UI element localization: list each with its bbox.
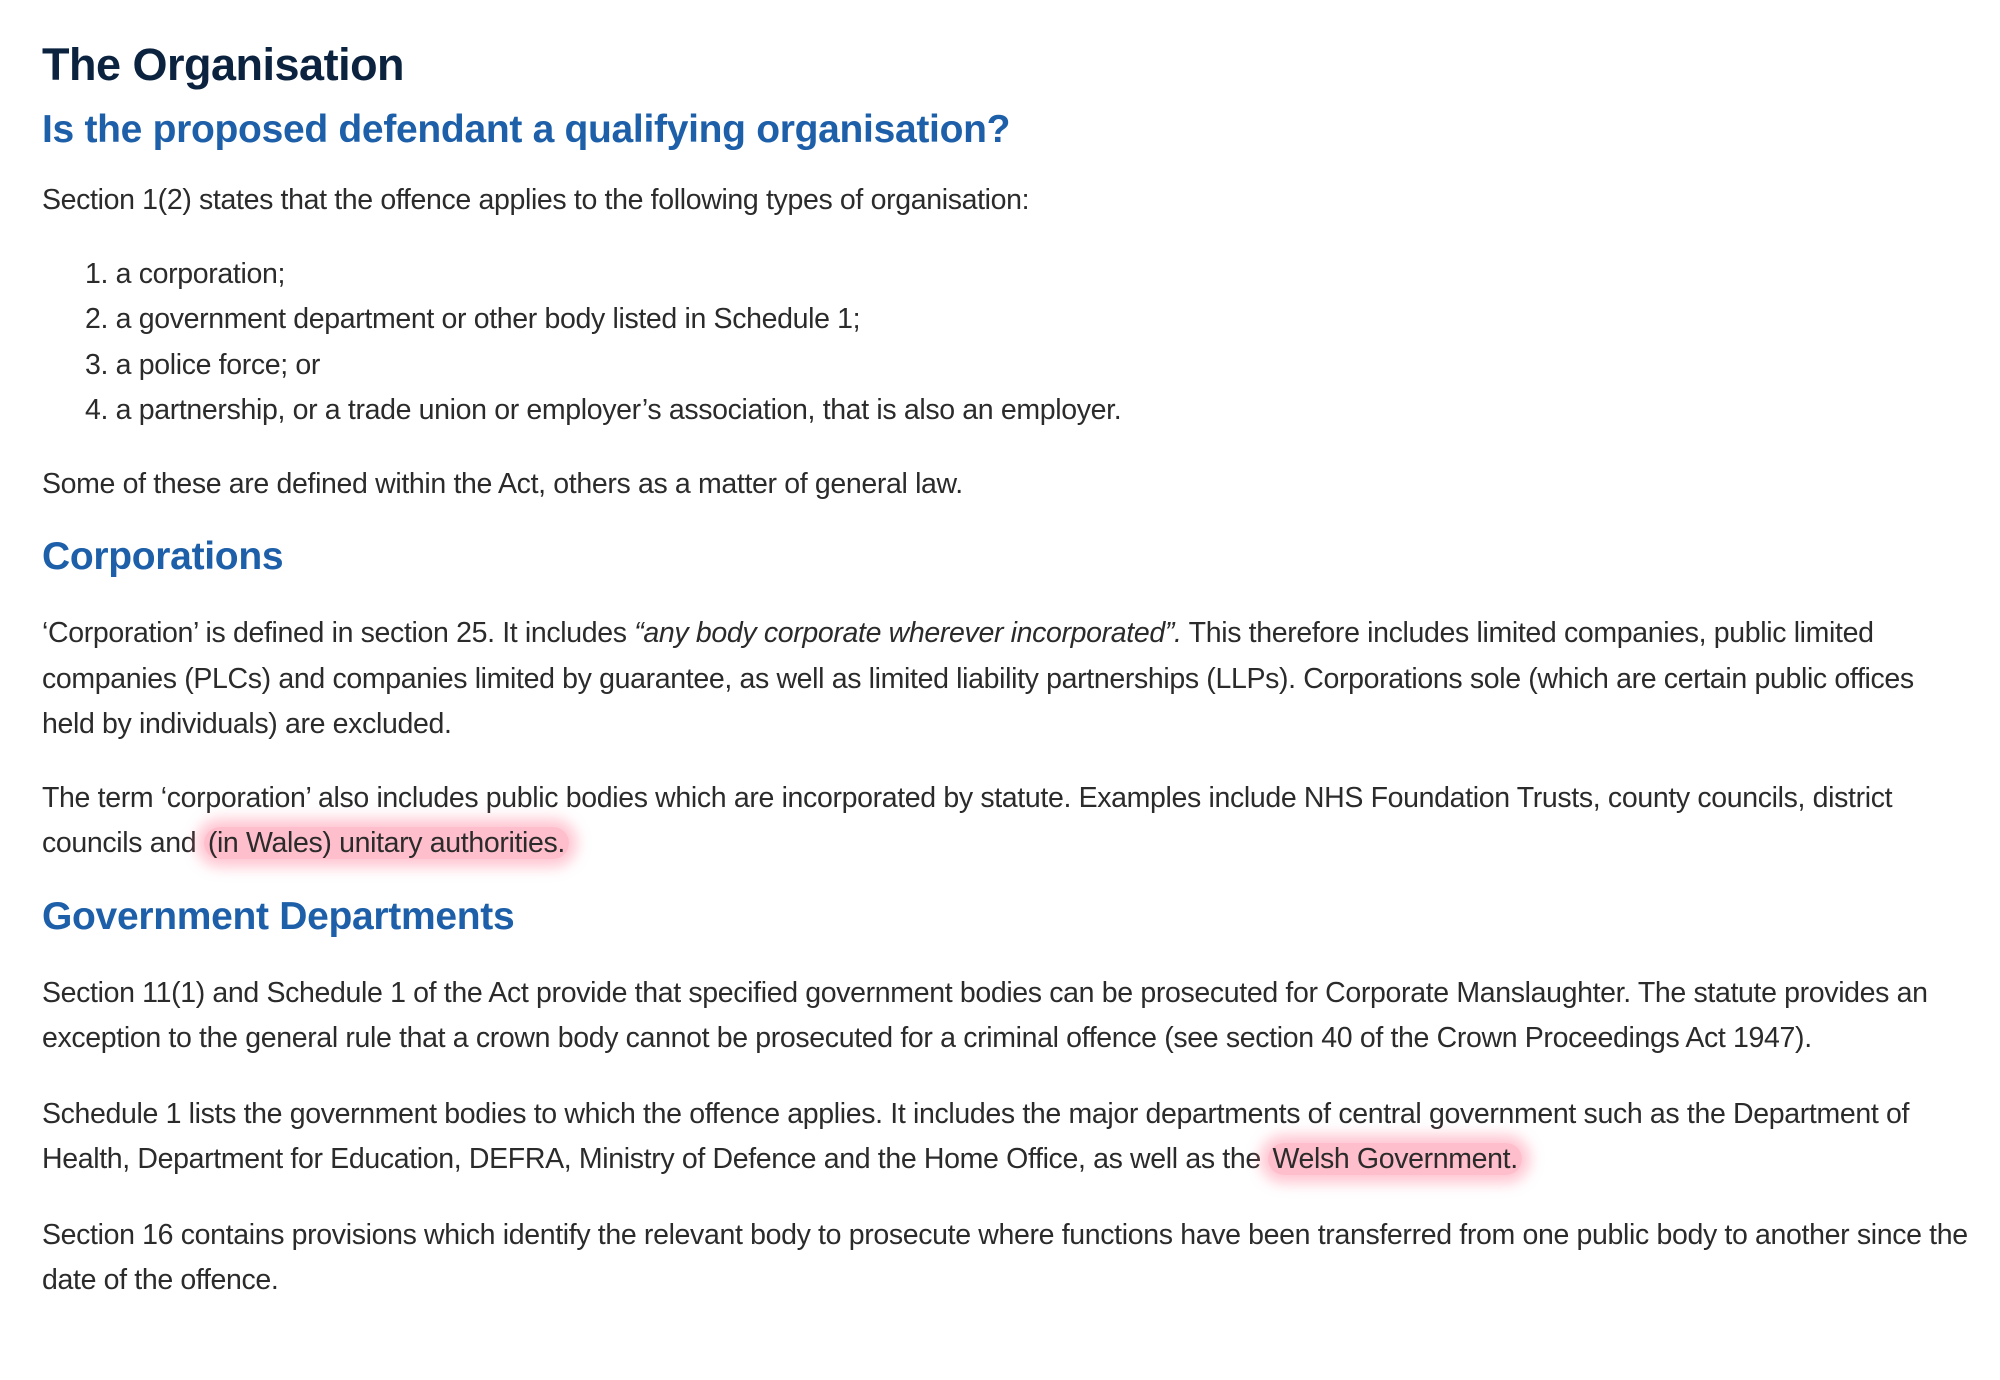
list-item-text: a corporation; [115,257,286,290]
defined-note-paragraph: Some of these are defined within the Act, others as a matter of general law. [42,467,963,500]
government-paragraph-1: Section 11(1) and Schedule 1 of the Act provide that specified government bodies can be prosecuted for Corporate Manslaughter. The statute provides an exception to the general rule that a crown body cannot be prosecuted for a criminal offence (see section 40 of the Crown Proceedings Act 1947). [42,976,1928,1054]
corporations-heading: Corporations [42,535,284,578]
page-subtitle: Is the proposed defendant a qualifying organisation? [42,108,1011,151]
government-departments-heading: Government Departments [42,894,515,938]
list-item [42,343,1972,389]
text-run: This therefore includes limited companies, public limited companies (PLCs) and companies limited by guarantee, as well as limited liability partnerships (LLPs). Corporations sole (which are certain public offices held by individuals) are excluded. [42,617,1914,740]
highlighted-text: Welsh Government. [1268,1143,1521,1175]
text-run: Schedule 1 lists the government bodies to which the offence applies. It includes the major departments of central government such as the Department of Health, Department for Education, DEFRA, Ministry of Defence and the Home Office, as well as the [42,1097,1910,1175]
list-item [42,297,1972,343]
list-item-number: 1. [85,257,109,290]
org-type-list [42,252,1972,434]
government-paragraph-2 [42,1092,1972,1183]
list-item-text: a partnership, or a trade union or employer’s association, that is also an employer. [115,394,1122,426]
highlighted-text: (in Wales) unitary authorities. [204,827,569,859]
list-item-number: 3. [85,348,109,381]
list-item-number: 4. [85,394,109,426]
text-run: ‘Corporation’ is defined in section 25. It includes [42,617,635,649]
list-item-number: 2. [85,303,109,335]
list-item-text: a police force; or [115,348,321,381]
list-item [42,388,1972,434]
text-run: The term ‘corporation’ also includes public bodies which are incorporated by statute. Examples include NHS Foundation Trusts, county councils, district councils and [42,781,1893,859]
corporations-paragraph-1 [42,611,1972,748]
government-paragraph-3: Section 16 contains provisions which identify the relevant body to prosecute where functions have been transferred from one public body to another since the date of the offence. [42,1218,1968,1296]
list-item-text: a government department or other body listed in Schedule 1; [115,303,861,335]
list-item [42,252,1972,298]
intro-paragraph: Section 1(2) states that the offence applies to the following types of organisation: [42,184,1030,216]
page-title: The Organisation [42,39,405,90]
quoted-definition: “any body corporate wherever incorporated”. [634,617,1182,649]
article [42,36,1972,1304]
corporations-paragraph-2 [42,776,1972,867]
